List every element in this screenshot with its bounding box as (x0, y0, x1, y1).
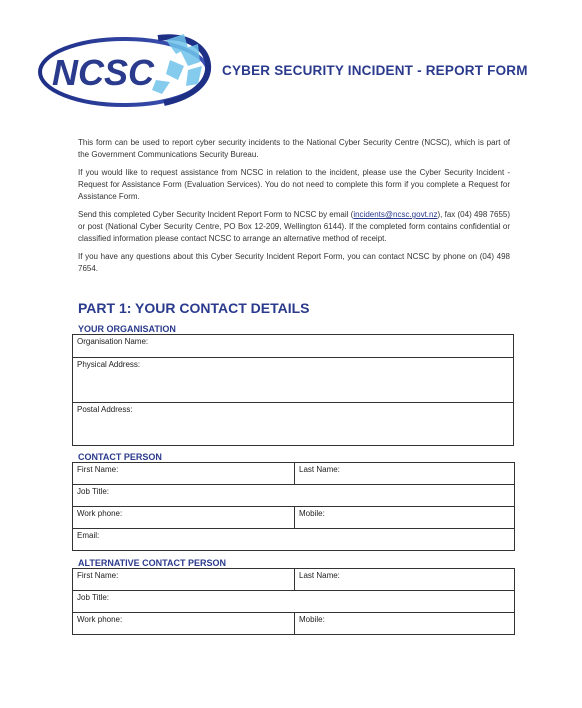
intro-text-segment: Send this completed Cyber Security Incident Report Form to NCSC by email ( (78, 210, 354, 219)
logo-text: NCSC (52, 52, 155, 93)
alt-mobile-field[interactable]: Mobile: (295, 613, 515, 635)
form-title: CYBER SECURITY INCIDENT - REPORT FORM (222, 63, 528, 78)
part-title: PART 1: YOUR CONTACT DETAILS (78, 300, 310, 316)
ncsc-logo (38, 30, 216, 110)
intro-paragraph (78, 209, 510, 245)
job-title-field[interactable]: Job Title: (73, 485, 515, 507)
postal-address-field[interactable]: Postal Address: (73, 403, 514, 446)
alt-last-name-field[interactable]: Last Name: (295, 569, 515, 591)
mobile-field[interactable]: Mobile: (295, 507, 515, 529)
alt-work-phone-field[interactable]: Work phone: (73, 613, 295, 635)
intro-paragraph: If you have any questions about this Cyber Security Incident Report Form, you can contact NCSC by phone on (04) 498 7654. (78, 252, 510, 273)
alt-first-name-field[interactable]: First Name: (73, 569, 295, 591)
intro-paragraph: This form can be used to report cyber security incidents to the National Cyber Security Centre (NCSC), which is part of the Government Communications Security Bureau. (78, 138, 510, 159)
intro-text (78, 137, 510, 281)
section-heading-contact-person: CONTACT PERSON (78, 452, 162, 462)
alt-job-title-field[interactable]: Job Title: (73, 591, 515, 613)
intro-text-segment: ), fax (04) 498 7655) or post (National Cyber Security Centre, PO Box 12-209, Wellington 6144). If the completed form contains confidential or classified information please contact NCSC to arrange an alternative method of receipt. (78, 210, 510, 243)
intro-paragraph: If you would like to request assistance from NCSC in relation to the incident, please use the Cyber Security Incident - Request for Assistance Form (Evaluation Services). You do not need to complete this form if you complete a Request for Assistance Form. (78, 168, 510, 201)
organisation-name-field[interactable]: Organisation Name: (73, 335, 514, 358)
last-name-field[interactable]: Last Name: (295, 463, 515, 485)
first-name-field[interactable]: First Name: (73, 463, 295, 485)
contact-person-table (72, 462, 515, 551)
section-heading-alternative-contact: ALTERNATIVE CONTACT PERSON (78, 558, 226, 568)
work-phone-field[interactable]: Work phone: (73, 507, 295, 529)
alternative-contact-table (72, 568, 515, 635)
email-link[interactable]: incidents@ncsc.govt.nz (353, 210, 438, 219)
section-heading-organisation: YOUR ORGANISATION (78, 324, 176, 334)
organisation-table (72, 334, 514, 446)
physical-address-field[interactable]: Physical Address: (73, 358, 514, 403)
email-field[interactable]: Email: (73, 529, 515, 551)
